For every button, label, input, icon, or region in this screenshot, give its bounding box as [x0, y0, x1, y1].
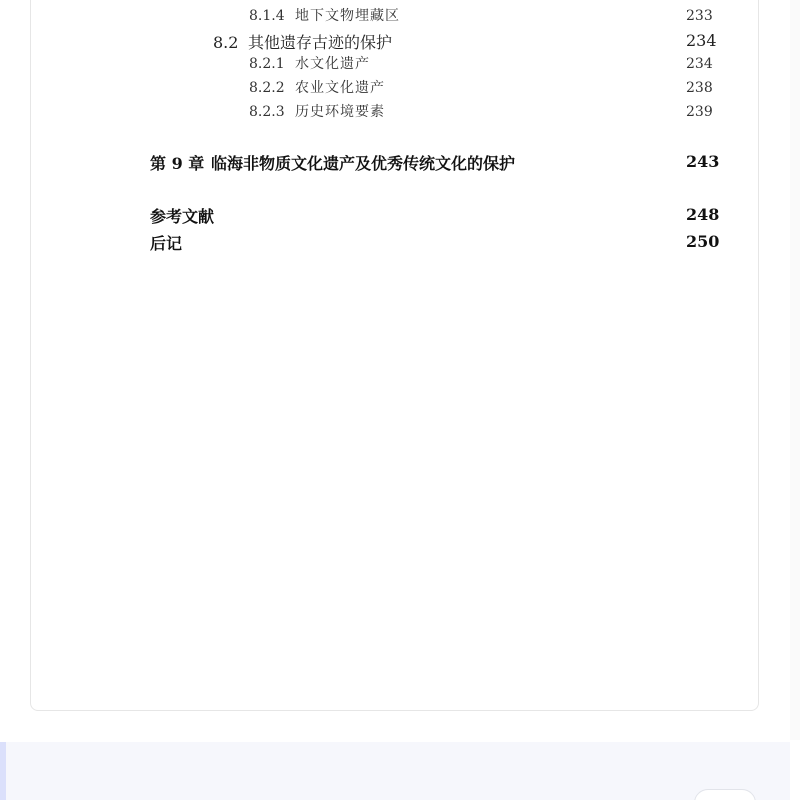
toc-entry-8-2-2[interactable] — [249, 77, 385, 97]
toc-entry-chapter-9[interactable] — [150, 151, 515, 174]
toc-entry-title: 其他遗存古迹的保护 — [248, 33, 393, 52]
toc-entry-title: 农业文化遗产 — [295, 80, 385, 96]
toc-entry-number: 8.2.3 — [249, 104, 285, 120]
toc-entry-8-2[interactable] — [213, 30, 392, 53]
toc-entry-page: 239 — [686, 104, 713, 120]
toc-entry-title: 历史环境要素 — [295, 104, 385, 120]
toc-entry-page: 233 — [686, 8, 713, 24]
toc-entry-title: 水文化遗产 — [295, 56, 370, 72]
toc-entry-number: 8.2.1 — [249, 56, 285, 72]
toc-entry-number: 8.1.4 — [249, 8, 285, 24]
toc-entry-page: 238 — [686, 80, 713, 96]
toc-entry-title: 地下文物埋藏区 — [295, 8, 400, 24]
toc-entry-page: 248 — [686, 205, 720, 224]
toc-entry-title: 临海非物质文化遗产及优秀传统文化的保护 — [211, 154, 516, 173]
toc-entry-8-2-1[interactable] — [249, 53, 370, 73]
toc-entry-references[interactable] — [150, 204, 214, 227]
toc-entry-page: 234 — [686, 56, 713, 72]
toc-entry-title: 参考文献 — [150, 207, 215, 226]
toc-entry-number: 第 9 章 — [150, 154, 205, 173]
book-page — [30, 0, 759, 711]
toc-entry-afterword[interactable] — [150, 231, 182, 254]
toc-entry-8-1-4[interactable] — [249, 5, 400, 25]
toc-entry-page: 234 — [686, 31, 717, 50]
action-button[interactable] — [694, 789, 756, 800]
toc-entry-title: 后记 — [150, 234, 183, 253]
bottom-panel-accent — [0, 742, 6, 800]
toc-entry-page: 250 — [686, 232, 720, 251]
toc-entry-number: 8.2.2 — [249, 80, 285, 96]
toc-entry-8-2-3[interactable] — [249, 101, 385, 121]
bottom-panel — [0, 742, 790, 800]
toc-entry-page: 243 — [686, 152, 720, 171]
scrollbar-track[interactable] — [790, 0, 800, 740]
toc-entry-number: 8.2 — [213, 33, 239, 52]
